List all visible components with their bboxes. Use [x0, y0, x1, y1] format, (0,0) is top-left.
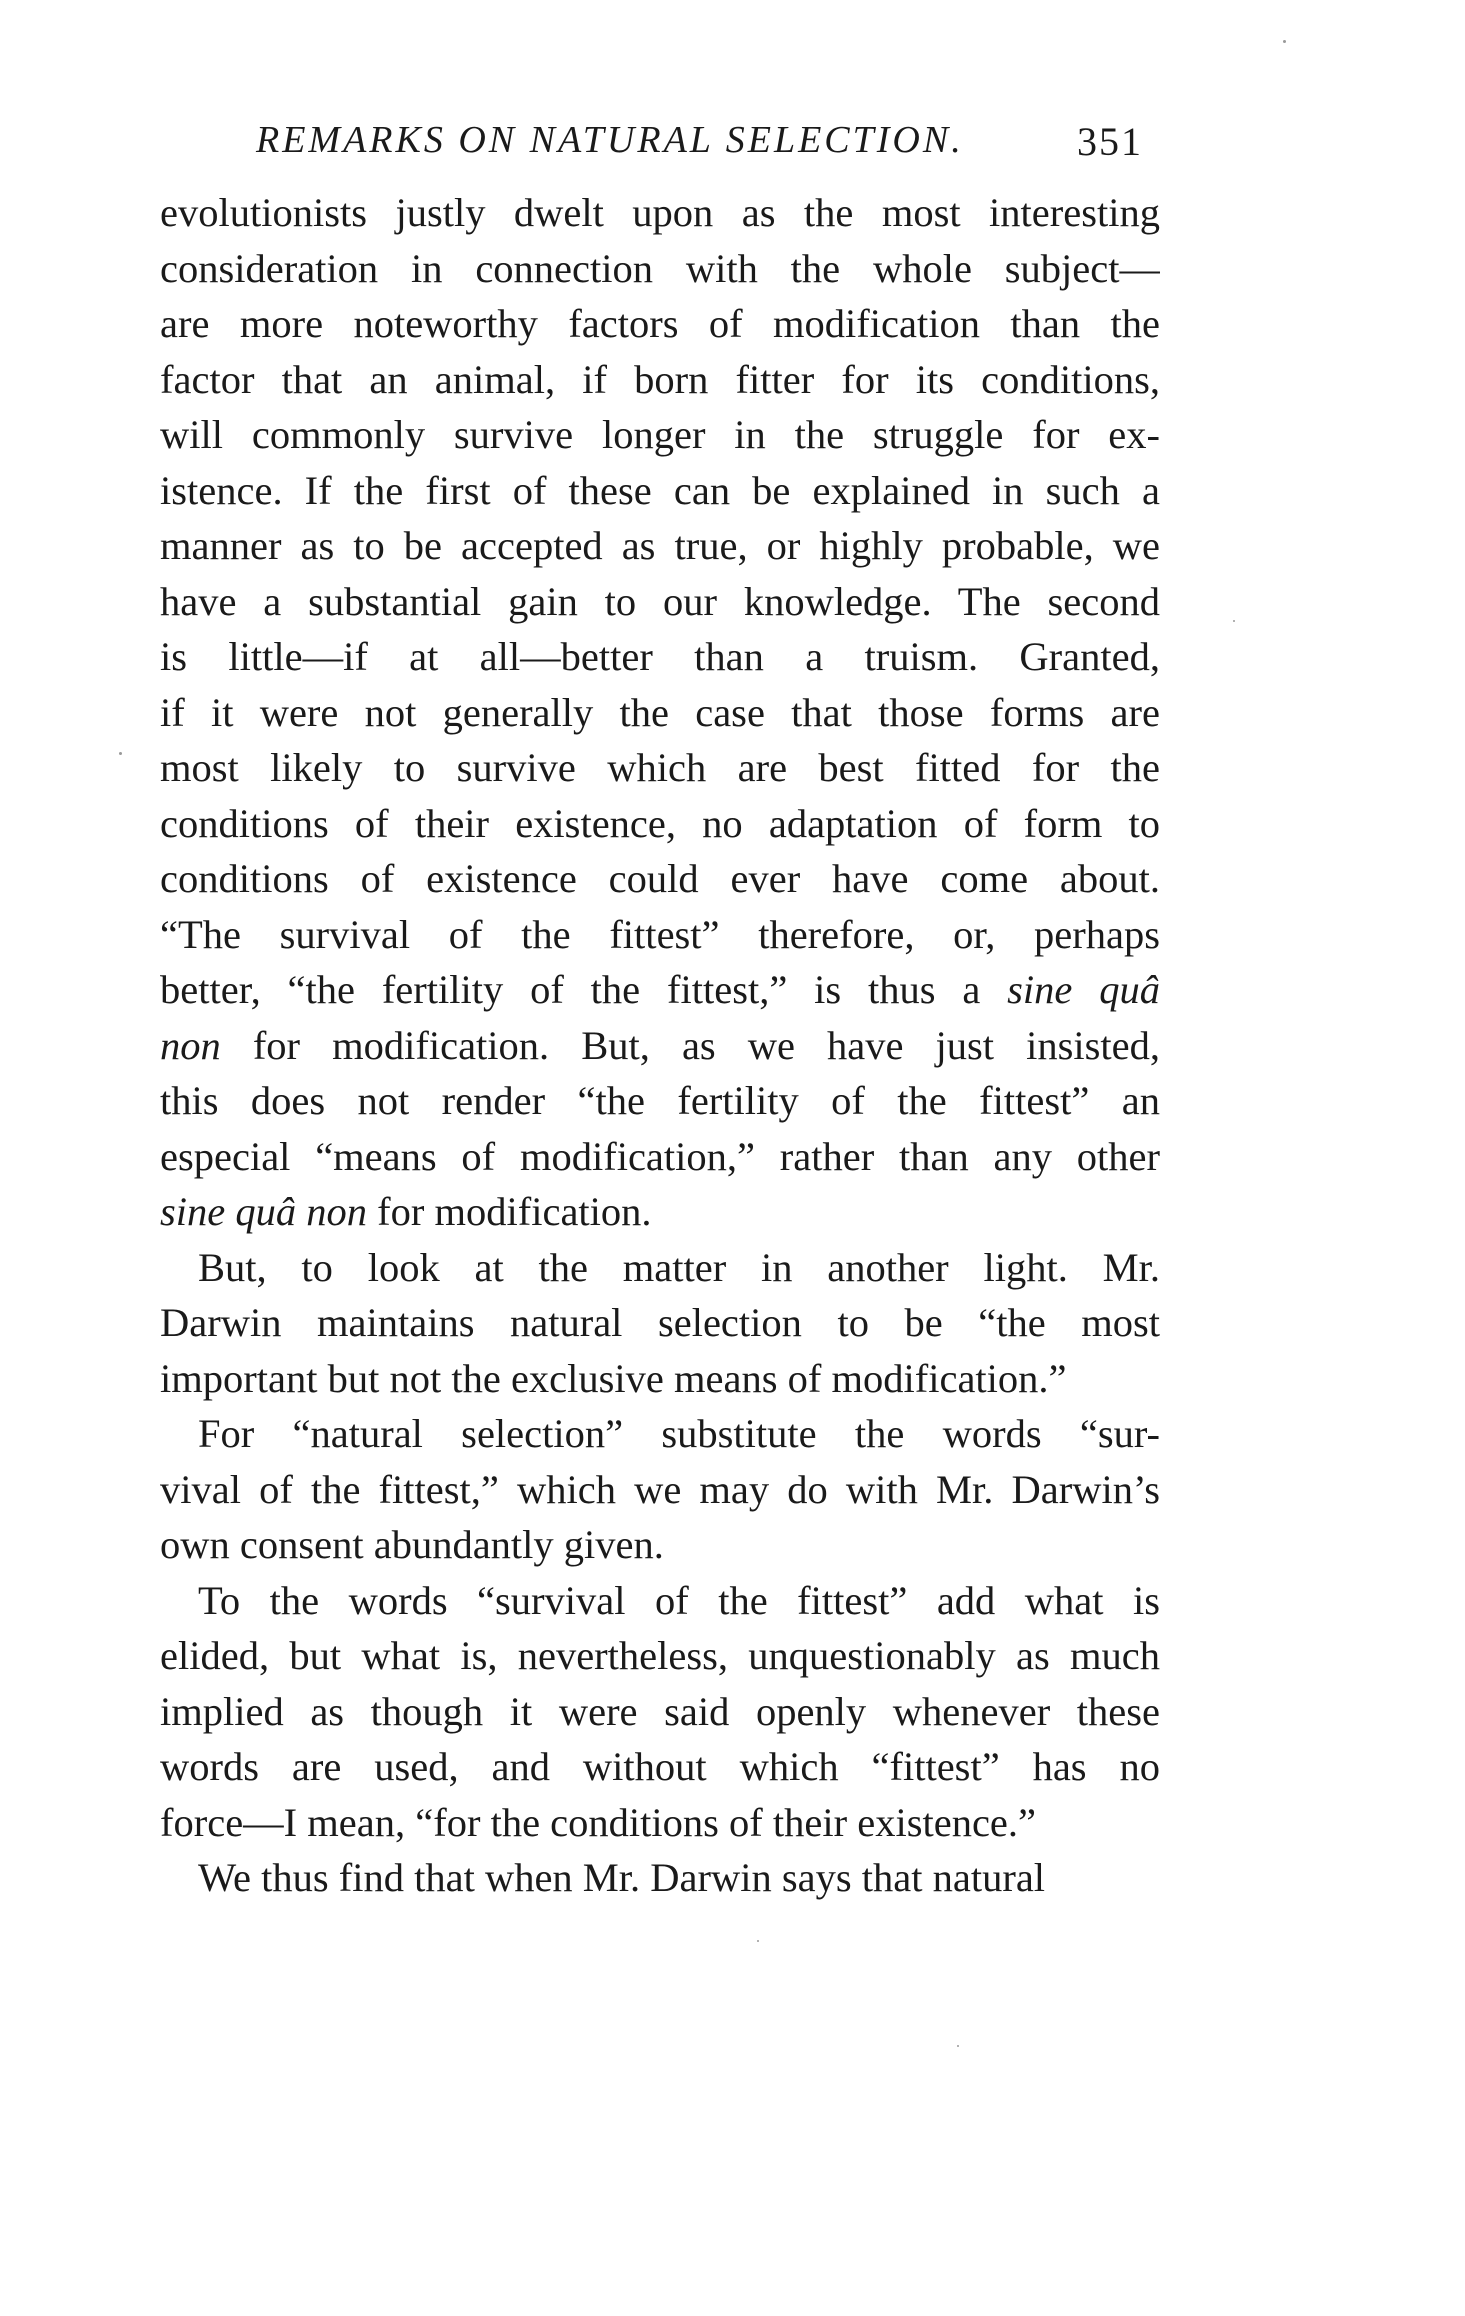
text-line — [160, 1240, 1160, 1296]
text-line — [160, 1184, 1160, 1240]
text-segment: We thus find that when Mr. Darwin says that natural — [198, 1855, 1046, 1900]
text-segment: implied as though it were said openly whenever these — [160, 1688, 1160, 1734]
text-line — [160, 185, 1160, 241]
text-segment: are more noteworthy factors of modification than the — [160, 301, 1160, 346]
text-segment: elided, but what is, nevertheless, unquestionably as much — [160, 1633, 1160, 1678]
text-segment: have a substantial gain to our knowledge. The second — [160, 578, 1160, 624]
text-line — [160, 1073, 1160, 1129]
text-segment: important but not the exclusive means of modification.” — [160, 1355, 1067, 1401]
text-segment: vival of the fittest,” which we may do with Mr. Darwin’s — [160, 1466, 1160, 1512]
text-segment: especial “means of modification,” rather than any other — [160, 1133, 1160, 1179]
text-segment: own consent abundantly given. — [160, 1522, 664, 1567]
text-line — [160, 463, 1160, 519]
text-line — [160, 1462, 1160, 1518]
text-line — [160, 796, 1160, 852]
text-line — [160, 1795, 1160, 1851]
paper-speck — [1283, 40, 1286, 43]
paper-speck — [119, 752, 122, 755]
text-segment: words are used, and without which “fittest” has no — [160, 1744, 1160, 1789]
text-segment: istence. If the first of these can be explained in such a — [160, 467, 1160, 513]
italic-text: non — [160, 1022, 221, 1068]
running-head — [160, 112, 1160, 172]
text-line — [160, 851, 1160, 907]
text-segment: “The survival of the fittest” therefore, or, perhaps — [160, 911, 1160, 957]
text-segment: is little—if at all—better than a truism. Granted, — [160, 634, 1160, 679]
text-line — [160, 1129, 1160, 1185]
text-line — [160, 962, 1160, 1018]
text-line — [160, 1739, 1160, 1795]
text-line — [160, 296, 1160, 352]
text-line — [160, 1628, 1160, 1684]
text-segment: better, “the fertility of the fittest,” is thus a — [160, 967, 1008, 1012]
paper-speck — [1233, 620, 1235, 622]
text-line — [160, 241, 1160, 297]
text-line — [160, 907, 1160, 963]
paper-speck — [957, 2045, 959, 2047]
text-segment: To the words “survival of the fittest” add what is — [198, 1577, 1160, 1623]
text-line — [160, 685, 1160, 741]
text-segment: if it were not generally the case that those forms are — [160, 689, 1160, 735]
text-segment: evolutionists justly dwelt upon as the most interesting — [160, 190, 1160, 235]
text-segment: conditions of existence could ever have come about. — [160, 856, 1160, 901]
text-line — [160, 574, 1160, 630]
text-segment: will commonly survive longer in the struggle for ex- — [160, 412, 1160, 457]
text-line — [160, 352, 1160, 408]
text-line — [160, 407, 1160, 463]
text-line — [160, 1018, 1160, 1074]
text-line — [160, 1517, 1160, 1573]
running-title: REMARKS ON NATURAL SELECTION. — [256, 119, 964, 161]
text-segment: Darwin maintains natural selection to be “the most — [160, 1300, 1160, 1345]
text-line — [160, 1850, 1160, 1906]
text-segment: this does not render “the fertility of the fittest” an — [160, 1078, 1160, 1123]
text-line — [160, 1295, 1160, 1351]
text-segment: For “natural selection” substitute the words “sur- — [198, 1411, 1160, 1456]
text-line — [160, 518, 1160, 574]
text-line — [160, 1573, 1160, 1629]
text-segment: for modification. But, as we have just insisted, — [220, 1022, 1160, 1068]
text-segment: for modification. — [367, 1189, 652, 1234]
italic-text: sine quâ non — [160, 1189, 367, 1234]
text-segment: most likely to survive which are best fitted for the — [160, 745, 1160, 790]
paper-speck — [757, 1940, 759, 1942]
text-segment: manner as to be accepted as true, or highly probable, we — [160, 523, 1160, 568]
text-line — [160, 1684, 1160, 1740]
page-number: 351 — [1077, 119, 1143, 164]
italic-text: sine quâ — [1007, 967, 1160, 1012]
body-text — [160, 185, 1160, 1906]
text-line — [160, 1351, 1160, 1407]
text-segment: But, to look at the matter in another light. Mr. — [198, 1244, 1160, 1290]
text-line — [160, 740, 1160, 796]
text-segment: factor that an animal, if born fitter for its conditions, — [160, 356, 1160, 402]
text-segment: conditions of their existence, no adaptation of form to — [160, 800, 1160, 846]
text-segment: force—I mean, “for the conditions of their existence.” — [160, 1799, 1037, 1845]
text-segment: consideration in connection with the whole subject— — [160, 245, 1160, 291]
text-line — [160, 629, 1160, 685]
text-line — [160, 1406, 1160, 1462]
